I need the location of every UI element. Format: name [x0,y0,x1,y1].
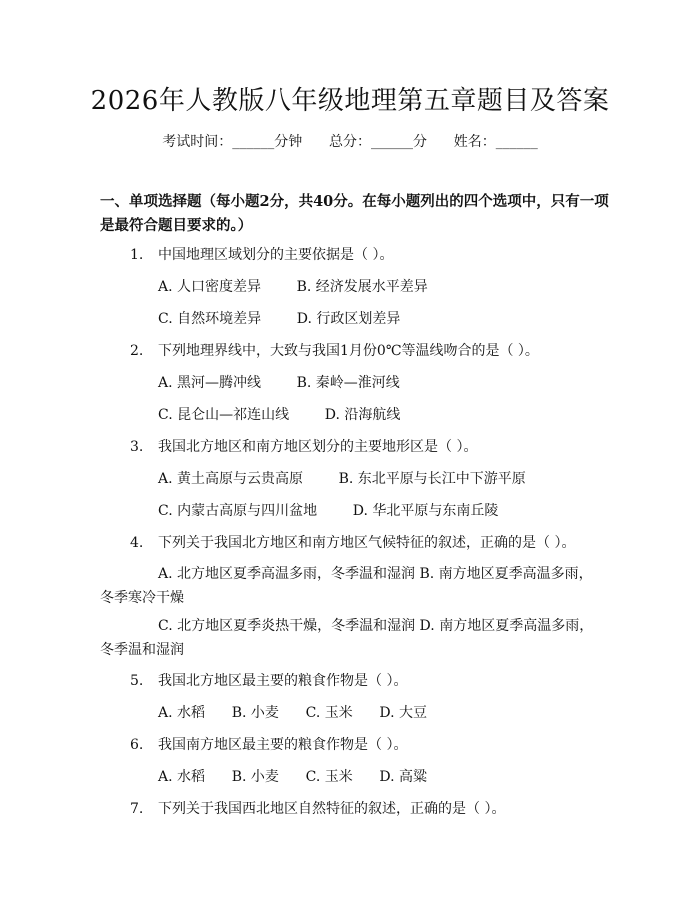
question-1-options-row-1: A. 人口密度差异 B. 经济发展水平差异 [158,279,428,295]
question-2 [130,340,600,360]
question-number: 1. [130,247,144,263]
question-text: 下列关于我国北方地区和南方地区气候特征的叙述，正确的是（ ）。 [158,535,576,551]
question-number: 4. [130,535,144,551]
exam-meta-line: 考试时间：______分钟 总分：______分 姓名：______ [162,134,538,150]
question-text: 我国北方地区和南方地区划分的主要地形区是（ ）。 [158,439,478,455]
section-heading: 一、单项选择题（每小题2分，共40分。在每小题列出的四个选项中，只有一项是最符合题目要求的。） [100,193,609,234]
question-7 [130,798,600,818]
question-text: 我国南方地区最主要的粮食作物是（ ）。 [158,737,408,753]
question-4 [130,532,600,552]
question-6-options-row-1: A. 水稻 B. 小麦 C. 玉米 D. 高粱 [158,769,428,785]
question-number: 2. [130,343,144,359]
question-number: 7. [130,801,144,817]
question-text: 我国北方地区最主要的粮食作物是（ ）。 [158,673,408,689]
question-number: 3. [130,439,144,455]
question-4-options-para-1: A. 北方地区夏季高温多雨，冬季温和湿润 B. 南方地区夏季高温多雨，冬季寒冷干燥 [100,566,593,606]
question-text: 下列地理界线中，大致与我国1月份0℃等温线吻合的是（ ）。 [158,343,539,359]
page-title: 2026年人教版八年级地理第五章题目及答案 [90,86,610,116]
question-text: 中国地理区域划分的主要依据是（ ）。 [158,247,394,263]
question-3-options-row-1: A. 黄土高原与云贵高原 B. 东北平原与长江中下游平原 [158,471,526,487]
question-text: 下列关于我国西北地区自然特征的叙述，正确的是（ ）。 [158,801,506,817]
question-number: 6. [130,737,144,753]
question-5-options-row-1: A. 水稻 B. 小麦 C. 玉米 D. 大豆 [158,705,428,721]
question-2-options-row-1: A. 黑河—腾冲线 B. 秦岭—淮河线 [158,375,400,391]
question-1 [130,244,600,264]
question-2-options-row-2: C. 昆仑山—祁连山线 D. 沿海航线 [158,407,401,423]
question-6 [130,734,600,754]
question-number: 5. [130,673,144,689]
question-3 [130,436,600,456]
question-5 [130,670,600,690]
question-4-options-para-2: C. 北方地区夏季炎热干燥，冬季温和湿润 D. 南方地区夏季高温多雨，冬季温和湿润 [100,618,594,658]
question-3-options-row-2: C. 内蒙古高原与四川盆地 D. 华北平原与东南丘陵 [158,503,499,519]
question-1-options-row-2: C. 自然环境差异 D. 行政区划差异 [158,311,401,327]
